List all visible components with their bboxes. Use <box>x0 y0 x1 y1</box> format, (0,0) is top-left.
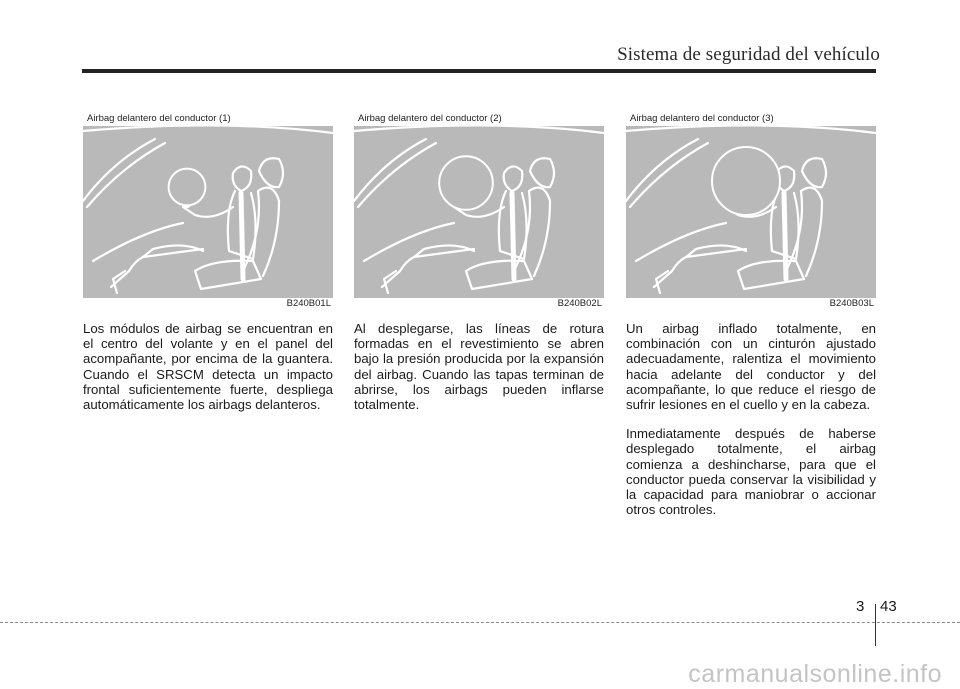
leg-lower <box>654 249 746 287</box>
figure-code: B240B03L <box>829 298 874 309</box>
seatbelt <box>784 193 786 279</box>
seat-cushion <box>738 261 804 289</box>
figure-caption: Airbag delantero del conductor (3) <box>630 113 774 124</box>
chapter-number: 3 <box>856 598 865 615</box>
head <box>233 166 252 191</box>
airbag-illustration-3 <box>626 111 876 310</box>
roof-line <box>354 125 604 133</box>
windshield-pillar-inner <box>358 143 436 207</box>
seat-back <box>243 188 279 276</box>
figure-code: B240B01L <box>286 298 331 309</box>
header-rule <box>82 69 876 73</box>
watermark: carmanualsonline.info <box>688 660 942 688</box>
column-2 <box>354 111 604 412</box>
airbag-figure-3 <box>626 111 876 310</box>
headrest <box>530 158 554 187</box>
column-text <box>626 321 876 517</box>
airbag-illustration-2 <box>354 111 604 310</box>
airbag-figure-1 <box>83 111 333 310</box>
column-3 <box>626 111 876 517</box>
airbag-shape <box>169 169 206 206</box>
headrest <box>259 158 283 187</box>
seatbelt <box>512 193 514 279</box>
dashboard-line <box>93 223 183 261</box>
footer-rule <box>0 622 960 623</box>
foot <box>113 271 125 293</box>
figure-caption: Airbag delantero del conductor (1) <box>87 113 231 124</box>
column-text <box>354 321 604 412</box>
airbag-shape <box>439 156 493 210</box>
seat-back <box>514 188 550 276</box>
column-1 <box>83 111 333 412</box>
airbag-shape <box>712 147 780 215</box>
leg-lower <box>111 249 203 287</box>
seatbelt <box>241 193 243 279</box>
paragraph: Inmediatamente después de haberse desplegado totalmente, el airbag comienza a deshincharse, para que el conductor pueda conservar la visibilidad y la capacidad para maniobrar o accionar otros controles. <box>626 426 876 518</box>
windshield-pillar-inner <box>87 143 165 207</box>
airbag-figure-2 <box>354 111 604 310</box>
windshield-pillar <box>83 139 155 201</box>
headrest <box>802 158 826 187</box>
seat-cushion <box>466 261 532 289</box>
head <box>504 166 523 191</box>
figure-caption: Airbag delantero del conductor (2) <box>358 113 502 124</box>
seat-back <box>786 188 822 276</box>
seat-cushion <box>195 261 261 289</box>
roof-line <box>626 125 876 133</box>
page-header-title: Sistema de seguridad del vehículo <box>617 44 880 65</box>
leg-lower <box>382 249 474 287</box>
foot <box>656 271 668 293</box>
roof-line <box>83 125 333 133</box>
figure-code: B240B02L <box>557 298 602 309</box>
footer-divider <box>875 604 876 646</box>
paragraph: Los módulos de airbag se encuentran en el centro del volante y en el panel del acompañante, por encima de la guantera. Cuando el SRSCM detecta un impacto frontal suficientemente fuerte, despliega automáticamente los airbags delanteros. <box>83 321 333 413</box>
airbag-illustration-1 <box>83 111 333 310</box>
windshield-pillar <box>626 139 698 201</box>
windshield-pillar-inner <box>630 143 708 207</box>
paragraph: Un airbag inflado totalmente, en combinación con un cinturón ajustado adecuadamente, ralentiza el movimiento hacia adelante del conductor y del acompañante, lo que reduce el riesgo de sufrir lesiones en el cuello y en la cabeza. <box>626 321 876 413</box>
windshield-pillar <box>354 139 426 201</box>
page-number: 43 <box>880 598 897 615</box>
dashboard-line <box>364 223 454 261</box>
column-text <box>83 321 333 412</box>
dashboard-line <box>636 223 726 261</box>
arm <box>183 207 233 217</box>
paragraph: Al desplegarse, las líneas de rotura formadas en el revestimiento se abren bajo la presión producida por la expansión del airbag. Cuando las tapas terminan de abrirse, los airbags pueden inflarse totalmente. <box>354 321 604 413</box>
foot <box>384 271 396 293</box>
